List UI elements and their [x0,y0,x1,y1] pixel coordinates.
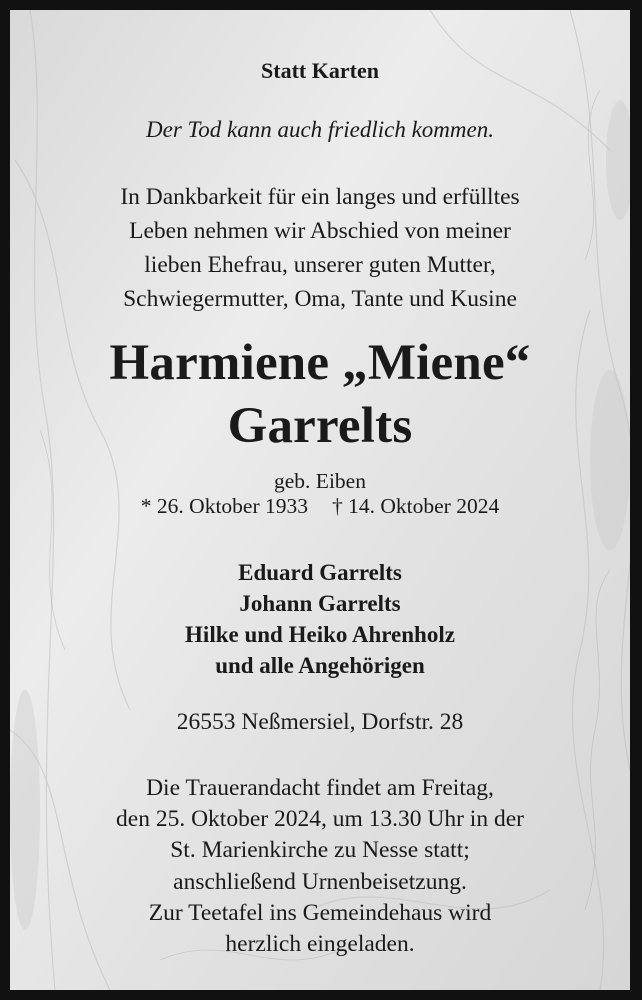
mourner: Johann Garrelts [239,591,401,616]
deceased-name-line: Harmiene „Miene“ [109,335,531,391]
service-line: anschließend Urnenbeisetzung. [173,868,467,895]
address: 26553 Neßmersiel, Dorfstr. 28 [176,709,464,735]
service-line: Die Trauerandacht findet am Freitag, [146,775,494,801]
mourner: und alle Angehörigen [215,653,425,678]
intro-line: Leben nehmen wir Abschied von meiner [129,218,511,244]
deceased-name [10,332,630,458]
service-line: herzlich eingeladen. [225,931,415,958]
intro-line: lieben Ehefrau, unserer guten Mutter, [144,252,496,278]
notice-content [10,10,630,990]
deceased-name-line: Garrelts [227,398,413,454]
service-line: den 25. Oktober 2024, um 13.30 Uhr in der [116,806,524,833]
service-line: St. Marienkirche zu Nesse statt; [170,837,470,864]
mourners-list [10,557,630,681]
motto: Der Tod kann auch friedlich kommen. [146,117,494,142]
life-dates [10,494,630,519]
service-info [10,773,630,960]
mourner: Hilke und Heiko Ahrenholz [185,622,455,647]
intro-line: In Dankbarkeit für ein langes und erfülltes [120,184,520,210]
maiden-name: geb. Eiben [274,469,366,493]
intro-line: Schwiegermutter, Oma, Tante und Kusine [123,286,517,312]
mourner: Eduard Garrelts [238,560,402,585]
death-date: † 14. Oktober 2024 [332,494,500,518]
birth-date: * 26. Oktober 1933 [140,494,308,518]
intro-text [10,180,630,316]
service-line: Zur Teetafel ins Gemeindehaus wird [148,899,492,926]
notice-header: Statt Karten [261,58,379,83]
